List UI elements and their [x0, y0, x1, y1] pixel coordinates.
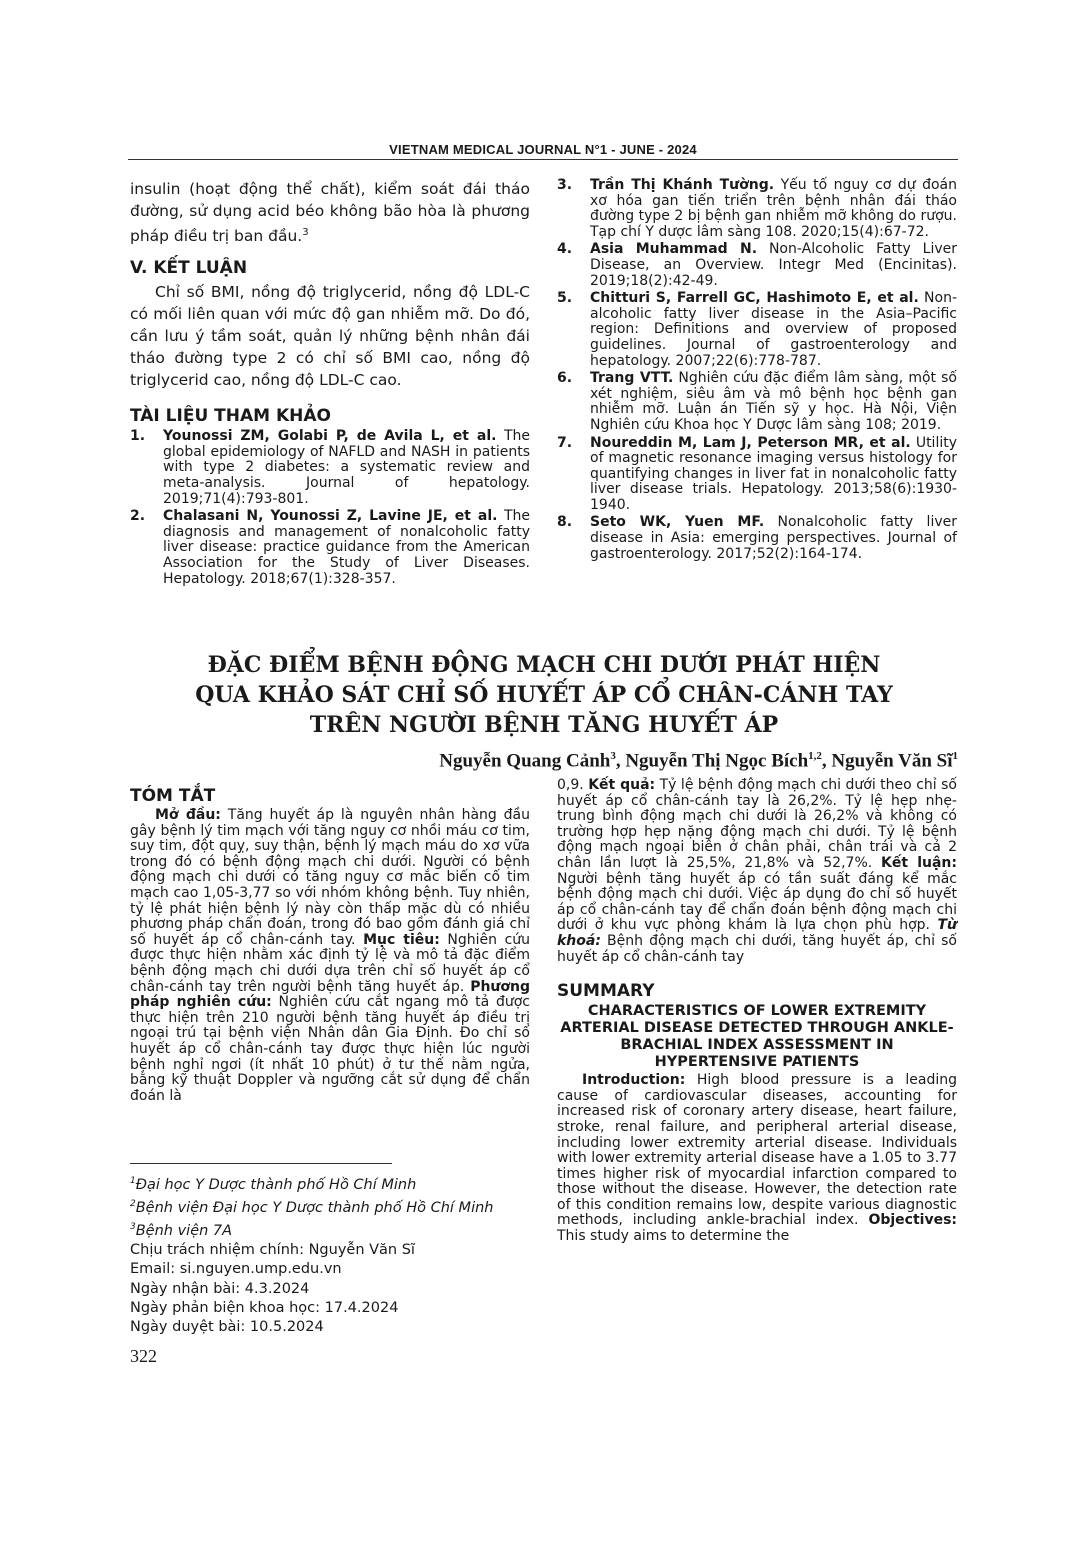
reference-item	[557, 242, 957, 289]
abstract-conclusion: Người bệnh tăng huyết áp có tần suất đáng kể mắc bệnh động mạch chi dưới. Việc áp dụng đo chỉ số huyết áp cổ chân-cánh tay để chẩn đoán bệnh động mạch chi dưới ở khu vực phòng khám là lựa chọn phù hợp.	[557, 870, 957, 934]
reference-item	[130, 429, 530, 507]
affiliation-text: Đại học Y Dược thành phố Hồ Chí Minh	[135, 1176, 417, 1193]
reference-number: 5.	[557, 290, 573, 307]
summary-title: CHARACTERISTICS OF LOWER EXTREMITY ARTERIAL DISEASE DETECTED THROUGH ANKLE-BRACHIAL INDEX ASSESSMENT IN HYPERTENSIVE PATIENTS	[560, 1003, 954, 1071]
summary-intro: High blood pressure is a leading cause of cardiovascular diseases, accounting for increased risk of coronary artery disease, heart failure, stroke, renal failure, and peripheral arterial disease, including lower extremity arterial disease. Individuals with lower extremity arterial disease have a 1.05 to 3.77 times higher risk of myocardial infarction compared to those without the disease. However, the detection rate of this condition remains low, despite various diagnostic methods, including ankle-brachial index.	[557, 1072, 957, 1229]
conclusion-text: Chỉ số BMI, nồng độ triglycerid, nồng độ LDL-C có mối liên quan với mức độ gan nhiễm mỡ. Do đó, cần lưu ý tầm soát, quản lý những bệnh nhân đái tháo đường type 2 có chỉ số BMI cao, nồng độ triglycerid cao, nồng độ LDL-C cao.	[130, 283, 530, 390]
email: Email: si.nguyen.ump.edu.vn	[130, 1261, 342, 1278]
reference-body	[590, 371, 957, 433]
article-title-line: QUA KHẢO SÁT CHỈ SỐ HUYẾT ÁP CỔ CHÂN-CÁNH TAY	[195, 682, 893, 708]
abstract-continued-start: 0,9.	[557, 777, 589, 793]
reference-number: 3.	[557, 177, 573, 193]
abstract-intro: Tăng huyết áp là nguyên nhân hàng đầu gây bệnh lý tim mạch với tăng nguy cơ nhồi máu cơ tim, suy tim, đột quỵ, suy thận, bệnh lý mạch máu do xơ vữa trong đó có bệnh động mạch chi dưới. Người có bệnh động mạch chi dưới có tăng nguy cơ mắc biến cố tim mạch cao 1,05-3,77 so với nhóm không bệnh. Tuy nhiên, tỷ lệ phát hiện bệnh lý này còn thấp mặc dù có nhiều phương pháp chẩn đoán, trong đó bao gồm đánh giá chỉ số huyết áp cổ chân-cánh tay.	[130, 807, 530, 948]
reference-authors: Trang VTT.	[590, 370, 674, 387]
author-separator: ,	[821, 750, 832, 772]
reference-item	[130, 509, 530, 587]
reference-text: The global epidemiology of NAFLD and NASH in patients with type 2 diabetes: a systematic review and meta-analysis. Journal of hepatology. 2019;71(4):793-801.	[163, 428, 530, 507]
affiliation-text: Bệnh viện Đại học Y Dược thành phố Hồ Chí Minh	[135, 1199, 494, 1216]
reference-text: The diagnosis and management of nonalcoholic fatty liver disease: practice guidance from the American Association for the Study of Liver Diseases. Hepatology. 2018;67(1):328-357.	[163, 508, 530, 587]
summary-heading: SUMMARY	[557, 981, 655, 1002]
reference-authors: Chalasani N, Younossi Z, Lavine JE, et al.	[163, 508, 498, 525]
reference-text: Non-alcoholic fatty liver disease in the Asia–Pacific region: Definitions and overview of proposed guidelines. Journal of gastroenterology and hepatology. 2007;22(6):778-787.	[590, 290, 957, 369]
affiliation-3	[130, 1218, 530, 1241]
reference-number: 7.	[557, 434, 573, 451]
date-reviewed: Ngày phản biện khoa học: 17.4.2024	[130, 1299, 399, 1316]
affiliation-text: Bệnh viện 7A	[135, 1222, 233, 1239]
abstract-label: Kết quả:	[588, 777, 656, 793]
abstract-result: Tỷ lệ bệnh động mạch chi dưới theo chỉ số huyết áp cổ chân-cánh tay là 26,2%. Tỷ lệ hẹp nhẹ-trung bình động mạch chi dưới là 26,2% và không có trường hợp hẹp nặng động mạch chi dưới. Tỷ lệ bệnh động mạch ngoại biên ở chân phải, chân trái và cả 2 chân lần lượt là 25,5%, 21,8% và 52,7%.	[557, 777, 957, 871]
reference-number: 2.	[130, 508, 146, 525]
corresponding-author: Chịu trách nhiệm chính: Nguyễn Văn Sĩ	[130, 1242, 415, 1259]
affiliation-sup: 2	[130, 1199, 136, 1210]
summary-text	[557, 1073, 957, 1245]
summary-label: Objectives:	[868, 1212, 957, 1229]
reference-item	[557, 178, 957, 240]
reference-authors: Chitturi S, Farrell GC, Hashimoto E, et al.	[590, 290, 919, 307]
date-accepted: Ngày duyệt bài: 10.5.2024	[130, 1318, 324, 1335]
reference-body	[590, 436, 957, 514]
author-name: Nguyễn Văn Sĩ	[831, 750, 953, 772]
reference-number: 1.	[130, 428, 146, 445]
abstract-heading: TÓM TẮT	[130, 786, 216, 806]
affiliation-sup: 3	[130, 1222, 136, 1233]
abstract-en-column	[557, 778, 957, 1245]
reference-text: Non-Alcoholic Fatty Liver Disease, an Overview. Integr Med (Encinitas). 2019;18(2):42-49.	[590, 241, 958, 289]
reference-text: Yếu tố nguy cơ dự đoán xơ hóa gan tiến triển trên bệnh nhân đái tháo đường type 2 bị bệnh gan nhiễm mỡ không do rượu. Tạp chí Y dược lâm sàng 108. 2020;15(4):67-72.	[590, 177, 958, 240]
footnotes	[130, 1172, 530, 1337]
reference-text: Utility of magnetic resonance imaging versus histology for quantifying changes in liver fat in nonalcoholic fatty liver disease trials. Hepatology. 2013;58(6):1930-1940.	[590, 434, 957, 513]
reference-body	[590, 242, 957, 289]
reference-item	[557, 436, 957, 514]
abstract-label: Mục tiêu:	[363, 931, 440, 948]
reference-number: 8.	[557, 514, 573, 531]
reference-authors: Noureddin M, Lam J, Peterson MR, et al.	[590, 434, 911, 451]
abstract-method: Nghiên cứu cắt ngang mô tả được thực hiện trên 210 người bệnh tăng huyết áp điều trị ngoại trú tại bệnh viện Nhân dân Gia Định. Đo chỉ số huyết áp cổ chân-cánh tay được thực hiện lúc người bệnh nghỉ ngơi (ít nhất 10 phút) ở tư thế nằm ngửa, bằng kỹ thuật Doppler và ngưỡng cắt sử dụng để chẩn đoán là	[130, 994, 530, 1104]
summary-objective: This study aims to determine the	[557, 1228, 790, 1245]
author-name: Nguyễn Thị Ngọc Bích	[625, 750, 809, 772]
page-number: 322	[130, 1346, 157, 1366]
prev-article-left-column	[130, 178, 530, 589]
article-title	[130, 650, 958, 740]
keywords-label: Từ khoá:	[557, 917, 957, 949]
article-title-line: TRÊN NGƯỜI BỆNH TĂNG HUYẾT ÁP	[309, 712, 779, 738]
references-heading: TÀI LIỆU THAM KHẢO	[130, 406, 331, 427]
author-affiliation-sup: 1	[952, 750, 958, 762]
reference-body	[590, 515, 957, 562]
reference-item	[557, 515, 957, 562]
abstract-continued	[557, 778, 957, 965]
reference-text: Nonalcoholic fatty liver disease in Asia: emerging perspectives. Journal of gastroenterology. 2017;52(2):164-174.	[590, 514, 957, 562]
date-received: Ngày nhận bài: 4.3.2024	[130, 1280, 310, 1297]
article-title-line: ĐẶC ĐIỂM BỆNH ĐỘNG MẠCH CHI DƯỚI PHÁT HIỆN	[207, 652, 881, 678]
reference-body	[163, 429, 530, 507]
references-list-right	[557, 178, 957, 562]
reference-body	[163, 509, 530, 587]
author-separator: ,	[615, 750, 626, 772]
reference-number: 4.	[557, 241, 573, 258]
abstract-label: Phương pháp nghiên cứu:	[130, 978, 530, 1011]
abstract-label: Mở đầu:	[155, 807, 221, 823]
intro-citation: 3	[302, 227, 309, 238]
intro-paragraph-text: insulin (hoạt động thể chất), kiểm soát đái tháo đường, sử dụng acid béo không bão hòa là phương pháp điều trị ban đầu.	[130, 180, 530, 246]
reference-item	[557, 291, 957, 369]
reference-text: Nghiên cứu đặc điểm lâm sàng, một số xét nghiệm, siêu âm và mô bệnh học bệnh gan nhiễm mỡ. Luận án Tiến sỹ y học. Hà Nội, Viện Nghiên cứu Khoa học Y Dược lâm sàng 108; 2019.	[590, 370, 957, 433]
intro-paragraph	[130, 178, 530, 247]
affiliation-2	[130, 1195, 530, 1218]
journal-header: VIETNAM MEDICAL JOURNAL N°1 - JUNE - 2024	[389, 142, 697, 157]
reference-body	[590, 178, 957, 240]
reference-authors: Asia Muhammad N.	[590, 241, 758, 258]
footnote-rule	[130, 1163, 392, 1164]
reference-item	[557, 371, 957, 433]
reference-number: 6.	[557, 370, 573, 387]
author-name: Nguyễn Quang Cảnh	[439, 750, 611, 772]
summary-label: Introduction:	[582, 1072, 686, 1089]
reference-authors: Trần Thị Khánh Tường.	[590, 177, 775, 193]
references-list-left	[130, 429, 530, 587]
author-affiliation-sup: 1,2	[808, 750, 822, 762]
abstract-label: Kết luận:	[880, 854, 957, 871]
abstract-vi-column	[130, 786, 530, 1104]
abstract-text	[130, 808, 530, 1104]
article-authors	[439, 750, 958, 772]
author-affiliation-sup: 3	[610, 750, 616, 762]
affiliation-1	[130, 1172, 530, 1195]
abstract-objective: Nghiên cứu được thực hiện nhằm xác định tỷ lệ và mô tả đặc điểm bệnh động mạch chi dưới dựa trên chỉ số huyết áp cổ chân-cánh tay trên người bệnh tăng huyết áp.	[130, 931, 531, 995]
prev-article-right-column	[557, 178, 957, 564]
header-rule	[128, 159, 958, 160]
reference-authors: Seto WK, Yuen MF.	[590, 514, 765, 531]
reference-body	[590, 291, 957, 369]
affiliation-sup: 1	[130, 1176, 136, 1186]
keywords: Bệnh động mạch chi dưới, tăng huyết áp, chỉ số huyết áp cổ chân-cánh tay	[557, 932, 957, 965]
conclusion-heading: V. KẾT LUẬN	[130, 258, 248, 279]
reference-authors: Younossi ZM, Golabi P, de Avila L, et al.	[163, 428, 497, 445]
